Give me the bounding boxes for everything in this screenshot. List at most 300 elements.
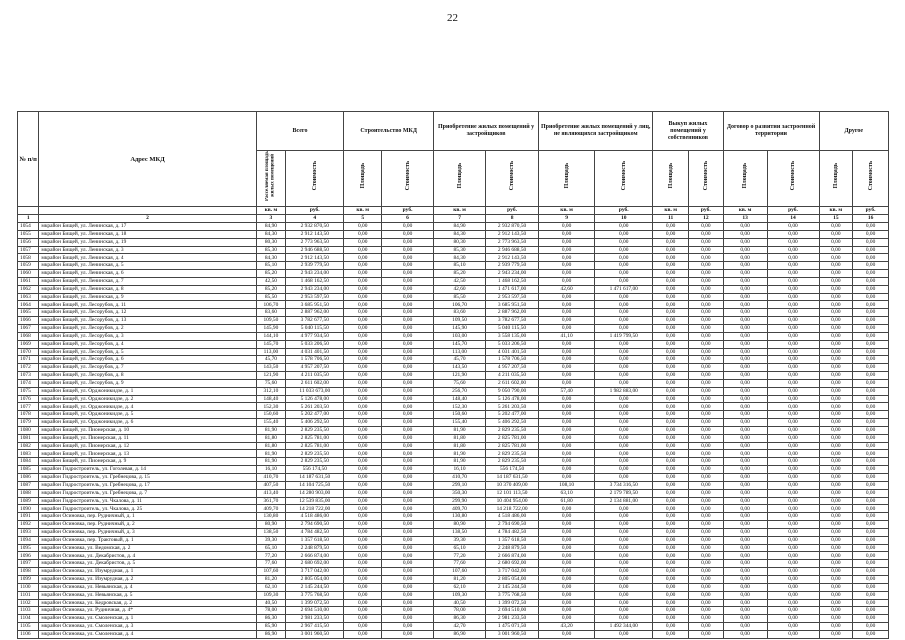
value-cell: 0,00 (539, 583, 595, 591)
address-cell: мкрайон Осиновка, ул. Невьянская, д. 5 (39, 591, 256, 599)
value-cell: 0,00 (819, 277, 853, 285)
table-row (18, 246, 889, 254)
value-cell: 0,00 (767, 285, 819, 293)
value-cell: 0,00 (853, 536, 889, 544)
value-cell: 0,00 (688, 270, 723, 278)
value-cell: 0,00 (382, 450, 434, 458)
value-cell: 84,30 (434, 254, 486, 262)
value-cell: 0,00 (819, 238, 853, 246)
address-cell: мкрайон Бищей, ул. Пионерская, д. 11 (39, 434, 256, 442)
value-cell: 0,00 (767, 277, 819, 285)
address-cell: мкрайон Бищей, ул. Ленинская, д. 18 (39, 230, 256, 238)
value-cell: 0,00 (653, 262, 689, 270)
table-row (18, 364, 889, 372)
value-cell: 0,00 (595, 591, 653, 599)
row-number: 1059 (18, 262, 39, 270)
address-cell: мкрайон Осиновка, ул. Смоленская, д. 1 (39, 615, 256, 623)
address-cell: мкрайон Бищей, ул. Лесорубов, д. 2 (39, 324, 256, 332)
value-cell: 0,00 (382, 544, 434, 552)
address-cell: мкрайон Бищей, ул. Лесорубов, д. 11 (39, 301, 256, 309)
value-cell: 0,00 (819, 474, 853, 482)
value-cell: 0,00 (653, 309, 689, 317)
unit-cell: кв. м (819, 207, 853, 215)
value-cell: 0,00 (539, 348, 595, 356)
value-cell: 0,00 (723, 481, 767, 489)
value-cell: 83,60 (434, 309, 486, 317)
value-cell: 0,00 (539, 309, 595, 317)
value-cell: 0,00 (767, 623, 819, 631)
address-cell: мкрайон Осиновка, ул. Изумрудная, д. 2 (39, 575, 256, 583)
value-cell: 121,90 (256, 372, 286, 380)
value-cell: 0,00 (853, 568, 889, 576)
row-number: 1085 (18, 466, 39, 474)
value-cell: 2 611 602,00 (486, 379, 539, 387)
value-cell: 0,00 (767, 575, 819, 583)
header-area: Площадь (819, 151, 853, 207)
value-cell: 0,00 (767, 458, 819, 466)
value-cell: 0,00 (382, 623, 434, 631)
value-cell: 0,00 (723, 364, 767, 372)
value-cell: 2 953 597,50 (286, 293, 344, 301)
column-number: 6 (382, 215, 434, 223)
value-cell: 0,00 (539, 536, 595, 544)
value-cell: 0,00 (688, 238, 723, 246)
value-cell: 77,20 (434, 552, 486, 560)
value-cell: 150,60 (256, 411, 286, 419)
value-cell: 312,10 (256, 387, 286, 395)
value-cell: 42,50 (256, 277, 286, 285)
value-cell: 0,00 (653, 332, 689, 340)
value-cell: 0,00 (344, 505, 382, 513)
value-cell: 0,00 (819, 426, 853, 434)
value-cell: 0,00 (653, 395, 689, 403)
value-cell: 0,00 (819, 536, 853, 544)
value-cell: 0,00 (853, 332, 889, 340)
address-cell: мкрайон Бищей, ул. Ленинская, д. 17 (39, 223, 256, 231)
table-row (18, 489, 889, 497)
value-cell: 2 887 962,00 (286, 309, 344, 317)
row-number: 1100 (18, 583, 39, 591)
value-cell: 0,00 (853, 513, 889, 521)
value-cell: 4 518 486,00 (486, 513, 539, 521)
value-cell: 0,00 (344, 372, 382, 380)
value-cell: 0,00 (853, 575, 889, 583)
table-header (18, 112, 889, 223)
value-cell: 0,00 (344, 513, 382, 521)
value-cell: 0,00 (382, 332, 434, 340)
value-cell: 0,00 (767, 583, 819, 591)
value-cell: 0,00 (653, 450, 689, 458)
address-cell: мкрайон Бищей, ул. Лесорубов, д. 6 (39, 356, 256, 364)
value-cell: 0,00 (767, 254, 819, 262)
row-number: 1096 (18, 552, 39, 560)
value-cell: 0,00 (723, 458, 767, 466)
value-cell: 0,00 (653, 575, 689, 583)
table-row (18, 623, 889, 631)
value-cell: 0,00 (653, 340, 689, 348)
value-cell: 0,00 (382, 513, 434, 521)
value-cell: 148,40 (434, 395, 486, 403)
value-cell: 0,00 (344, 387, 382, 395)
value-cell: 0,00 (723, 395, 767, 403)
value-cell: 0,00 (688, 356, 723, 364)
value-cell: 2 943 234,00 (486, 270, 539, 278)
row-number: 1088 (18, 489, 39, 497)
value-cell: 0,00 (595, 395, 653, 403)
value-cell: 0,00 (653, 552, 689, 560)
value-cell: 0,00 (382, 599, 434, 607)
value-cell: 0,00 (344, 536, 382, 544)
value-cell: 0,00 (539, 615, 595, 623)
value-cell: 0,00 (723, 403, 767, 411)
value-cell: 0,00 (539, 426, 595, 434)
row-number: 1101 (18, 591, 39, 599)
value-cell: 0,00 (344, 599, 382, 607)
header-group-developer-purchase: Приобретение жилых помещений у застройщиков (434, 112, 539, 151)
value-cell: 0,00 (653, 607, 689, 615)
value-cell: 0,00 (539, 442, 595, 450)
value-cell: 0,00 (723, 434, 767, 442)
value-cell: 0,00 (688, 426, 723, 434)
value-cell: 0,00 (853, 364, 889, 372)
header-area: Площадь (723, 151, 767, 207)
address-cell: мкрайон Бищей, ул. Пионерская, д. 10 (39, 426, 256, 434)
value-cell: 1 578 706,50 (286, 356, 344, 364)
address-cell: мкрайон Осиновка, пер. Рудничный, д. 1 (39, 513, 256, 521)
value-cell: 0,00 (723, 285, 767, 293)
value-cell: 0,00 (767, 442, 819, 450)
value-cell: 0,00 (653, 583, 689, 591)
value-cell: 0,00 (853, 458, 889, 466)
row-number: 1098 (18, 568, 39, 576)
value-cell: 0,00 (819, 505, 853, 513)
value-cell: 0,00 (344, 466, 382, 474)
value-cell: 0,00 (344, 552, 382, 560)
value-cell: 0,00 (819, 379, 853, 387)
value-cell: 3 558 135,00 (486, 332, 539, 340)
header-group-construction: Строительство МКД (344, 112, 434, 151)
row-number: 1056 (18, 238, 39, 246)
value-cell: 0,00 (344, 426, 382, 434)
row-number: 1083 (18, 450, 39, 458)
value-cell: 0,00 (653, 536, 689, 544)
value-cell: 108,10 (539, 481, 595, 489)
value-cell: 143,50 (434, 364, 486, 372)
value-cell: 42,60 (539, 285, 595, 293)
address-cell: мкрайон Бищей, ул. Лесорубов, д. 4 (39, 340, 256, 348)
header-cost: Стоимость (486, 151, 539, 207)
value-cell: 0,00 (344, 560, 382, 568)
value-cell: 0,00 (819, 591, 853, 599)
value-cell: 109,30 (434, 591, 486, 599)
value-cell: 0,00 (819, 497, 853, 505)
value-cell: 57,40 (539, 387, 595, 395)
value-cell: 121,90 (434, 372, 486, 380)
header-cost: Стоимость (853, 151, 889, 207)
table-row (18, 450, 889, 458)
value-cell: 5 040 115,50 (486, 324, 539, 332)
value-cell: 86,90 (434, 630, 486, 638)
value-cell: 0,00 (853, 340, 889, 348)
value-cell: 0,00 (539, 340, 595, 348)
value-cell: 113,00 (256, 348, 286, 356)
value-cell: 2 179 789,50 (595, 489, 653, 497)
value-cell: 0,00 (595, 317, 653, 325)
value-cell: 0,00 (653, 246, 689, 254)
value-cell: 2 680 692,00 (286, 560, 344, 568)
value-cell: 0,00 (344, 591, 382, 599)
value-cell: 2 248 879,50 (486, 544, 539, 552)
value-cell: 0,00 (819, 356, 853, 364)
value-cell: 145,90 (256, 324, 286, 332)
row-number: 1078 (18, 411, 39, 419)
value-cell: 0,00 (595, 458, 653, 466)
value-cell: 0,00 (819, 230, 853, 238)
value-cell: 2 943 234,00 (286, 270, 344, 278)
value-cell: 40,50 (256, 599, 286, 607)
value-cell: 40,50 (434, 599, 486, 607)
value-cell: 0,00 (688, 489, 723, 497)
address-cell: мкрайон Бищей, ул. Ленинская, д. 8 (39, 285, 256, 293)
value-cell: 0,00 (723, 474, 767, 482)
value-cell: 0,00 (539, 262, 595, 270)
value-cell: 1 399 072,50 (486, 599, 539, 607)
header-area: Площадь (344, 151, 382, 207)
value-cell: 0,00 (688, 324, 723, 332)
value-cell: 3 685 951,50 (486, 301, 539, 309)
value-cell: 0,00 (382, 254, 434, 262)
value-cell: 0,00 (767, 615, 819, 623)
row-number: 1104 (18, 615, 39, 623)
value-cell: 0,00 (853, 356, 889, 364)
column-number: 5 (344, 215, 382, 223)
value-cell: 39,30 (434, 536, 486, 544)
value-cell: 0,00 (344, 623, 382, 631)
value-cell: 84,30 (434, 230, 486, 238)
value-cell: 113,00 (434, 348, 486, 356)
value-cell: 0,00 (382, 568, 434, 576)
value-cell: 0,00 (819, 615, 853, 623)
value-cell: 4 031 401,50 (486, 348, 539, 356)
value-cell: 0,00 (344, 615, 382, 623)
address-cell: мкрайон Бищей, ул. Орджоникидзе, д. 6 (39, 419, 256, 427)
value-cell: 0,00 (819, 262, 853, 270)
value-cell: 145,70 (434, 340, 486, 348)
value-cell: 0,00 (723, 583, 767, 591)
value-cell: 0,00 (595, 419, 653, 427)
value-cell: 0,00 (595, 442, 653, 450)
value-cell: 130,80 (434, 513, 486, 521)
value-cell: 1 357 618,50 (286, 536, 344, 544)
address-cell: мкрайон Бищей, ул. Ленинская, д. 5 (39, 262, 256, 270)
value-cell: 0,00 (723, 372, 767, 380)
table-body (18, 223, 889, 639)
row-number: 1067 (18, 324, 39, 332)
value-cell: 0,00 (723, 505, 767, 513)
table-row (18, 442, 889, 450)
value-cell: 0,00 (819, 223, 853, 231)
value-cell: 0,00 (382, 481, 434, 489)
column-number: 2 (39, 215, 256, 223)
value-cell: 3 782 677,50 (486, 317, 539, 325)
value-cell: 0,00 (653, 238, 689, 246)
value-cell: 0,00 (382, 528, 434, 536)
value-cell: 5 202 477,00 (486, 411, 539, 419)
value-cell: 299,10 (434, 481, 486, 489)
value-cell: 14 218 722,00 (486, 505, 539, 513)
value-cell: 84,30 (256, 230, 286, 238)
value-cell: 155,40 (256, 419, 286, 427)
value-cell: 78,00 (256, 607, 286, 615)
value-cell: 0,00 (688, 560, 723, 568)
value-cell: 0,00 (688, 615, 723, 623)
value-cell: 0,00 (539, 364, 595, 372)
value-cell: 2 145 244,50 (286, 583, 344, 591)
value-cell: 0,00 (853, 262, 889, 270)
row-number: 1072 (18, 364, 39, 372)
value-cell: 5 261 203,50 (286, 403, 344, 411)
unit-cell: руб. (286, 207, 344, 215)
value-cell: 0,00 (382, 630, 434, 638)
value-cell: 0,00 (539, 324, 595, 332)
value-cell: 0,00 (539, 379, 595, 387)
value-cell: 0,00 (853, 285, 889, 293)
address-cell: мкрайон Бищей, ул. Орджоникидзе, д. 1 (39, 387, 256, 395)
row-number: 1058 (18, 254, 39, 262)
value-cell: 2 946 688,50 (286, 246, 344, 254)
value-cell: 0,00 (767, 317, 819, 325)
value-cell: 0,00 (853, 583, 889, 591)
value-cell: 0,00 (653, 254, 689, 262)
value-cell: 0,00 (767, 521, 819, 529)
value-cell: 0,00 (382, 411, 434, 419)
table-row (18, 630, 889, 638)
value-cell: 0,00 (595, 293, 653, 301)
value-cell: 3 734 316,50 (595, 481, 653, 489)
value-cell: 80,90 (256, 521, 286, 529)
value-cell: 0,00 (382, 615, 434, 623)
value-cell: 407,50 (256, 481, 286, 489)
table-row (18, 615, 889, 623)
column-number: 9 (539, 215, 595, 223)
value-cell: 0,00 (688, 575, 723, 583)
value-cell: 107,60 (256, 568, 286, 576)
value-cell: 0,00 (595, 426, 653, 434)
value-cell: 0,00 (595, 474, 653, 482)
value-cell: 0,00 (819, 309, 853, 317)
value-cell: 0,00 (382, 324, 434, 332)
value-cell: 0,00 (688, 332, 723, 340)
row-number: 1095 (18, 544, 39, 552)
value-cell: 0,00 (539, 411, 595, 419)
value-cell: 0,00 (595, 246, 653, 254)
value-cell: 2 666 874,00 (486, 552, 539, 560)
value-cell: 0,00 (382, 403, 434, 411)
value-cell: 2 611 602,00 (286, 379, 344, 387)
value-cell: 85,30 (434, 246, 486, 254)
value-cell: 0,00 (539, 301, 595, 309)
value-cell: 2 912 143,50 (286, 254, 344, 262)
header-rownum: № п/п (18, 112, 39, 207)
table-row (18, 426, 889, 434)
value-cell: 0,00 (595, 254, 653, 262)
value-cell: 0,00 (539, 466, 595, 474)
value-cell: 0,00 (688, 623, 723, 631)
value-cell: 0,00 (767, 246, 819, 254)
value-cell: 0,00 (539, 521, 595, 529)
value-cell: 0,00 (688, 254, 723, 262)
table-row (18, 372, 889, 380)
column-number: 12 (688, 215, 723, 223)
address-cell: мкрайон Бищей, ул. Пионерская, д. 13 (39, 450, 256, 458)
value-cell: 150,60 (434, 411, 486, 419)
value-cell: 0,00 (688, 434, 723, 442)
value-cell: 3 001 960,50 (486, 630, 539, 638)
value-cell: 0,00 (382, 379, 434, 387)
value-cell: 0,00 (539, 474, 595, 482)
value-cell: 0,00 (344, 630, 382, 638)
header-address: Адрес МКД (39, 112, 256, 207)
value-cell: 0,00 (853, 560, 889, 568)
table-row (18, 513, 889, 521)
value-cell: 2 666 874,00 (286, 552, 344, 560)
value-cell: 0,00 (595, 223, 653, 231)
address-cell: мкрайон Бищей, ул. Лесорубов, д. 9 (39, 379, 256, 387)
row-number: 1065 (18, 309, 39, 317)
address-cell: мкрайон Осиновка, пер. Трактовый, д. 1 (39, 536, 256, 544)
value-cell: 3 775 768,50 (286, 591, 344, 599)
value-cell: 0,00 (819, 270, 853, 278)
value-cell: 0,00 (688, 599, 723, 607)
value-cell: 0,00 (767, 262, 819, 270)
value-cell: 0,00 (819, 364, 853, 372)
value-cell: 0,00 (539, 575, 595, 583)
value-cell: 0,00 (688, 230, 723, 238)
value-cell: 0,00 (653, 277, 689, 285)
value-cell: 130,80 (256, 513, 286, 521)
address-cell: мкрайон Бищей, ул. Орджоникидзе, д. 4 (39, 403, 256, 411)
value-cell: 152,30 (434, 403, 486, 411)
value-cell: 0,00 (344, 474, 382, 482)
address-cell: мкрайон Бищей, ул. Ленинская, д. 4 (39, 254, 256, 262)
value-cell: 0,00 (653, 568, 689, 576)
value-cell: 0,00 (344, 442, 382, 450)
value-cell: 0,00 (595, 434, 653, 442)
value-cell: 0,00 (344, 450, 382, 458)
address-cell: мкрайон Гидростроитель, ул. Гребнецова, д. 17 (39, 481, 256, 489)
value-cell: 556 174,50 (486, 466, 539, 474)
value-cell: 0,00 (819, 324, 853, 332)
value-cell: 0,00 (819, 583, 853, 591)
value-cell: 0,00 (653, 317, 689, 325)
value-cell: 0,00 (688, 513, 723, 521)
value-cell: 0,00 (853, 387, 889, 395)
value-cell: 0,00 (767, 434, 819, 442)
address-cell: мкрайон Осиновка, ул. Декабристов, д. 5 (39, 560, 256, 568)
value-cell: 0,00 (382, 466, 434, 474)
value-cell: 0,00 (688, 262, 723, 270)
value-cell: 0,00 (539, 505, 595, 513)
table-row (18, 552, 889, 560)
value-cell: 85,10 (256, 262, 286, 270)
value-cell: 0,00 (723, 497, 767, 505)
value-cell: 2 825 781,00 (286, 434, 344, 442)
unit-cell: руб. (688, 207, 723, 215)
value-cell: 0,00 (767, 238, 819, 246)
value-cell: 0,00 (595, 505, 653, 513)
value-cell: 0,00 (723, 568, 767, 576)
value-cell: 0,00 (767, 403, 819, 411)
